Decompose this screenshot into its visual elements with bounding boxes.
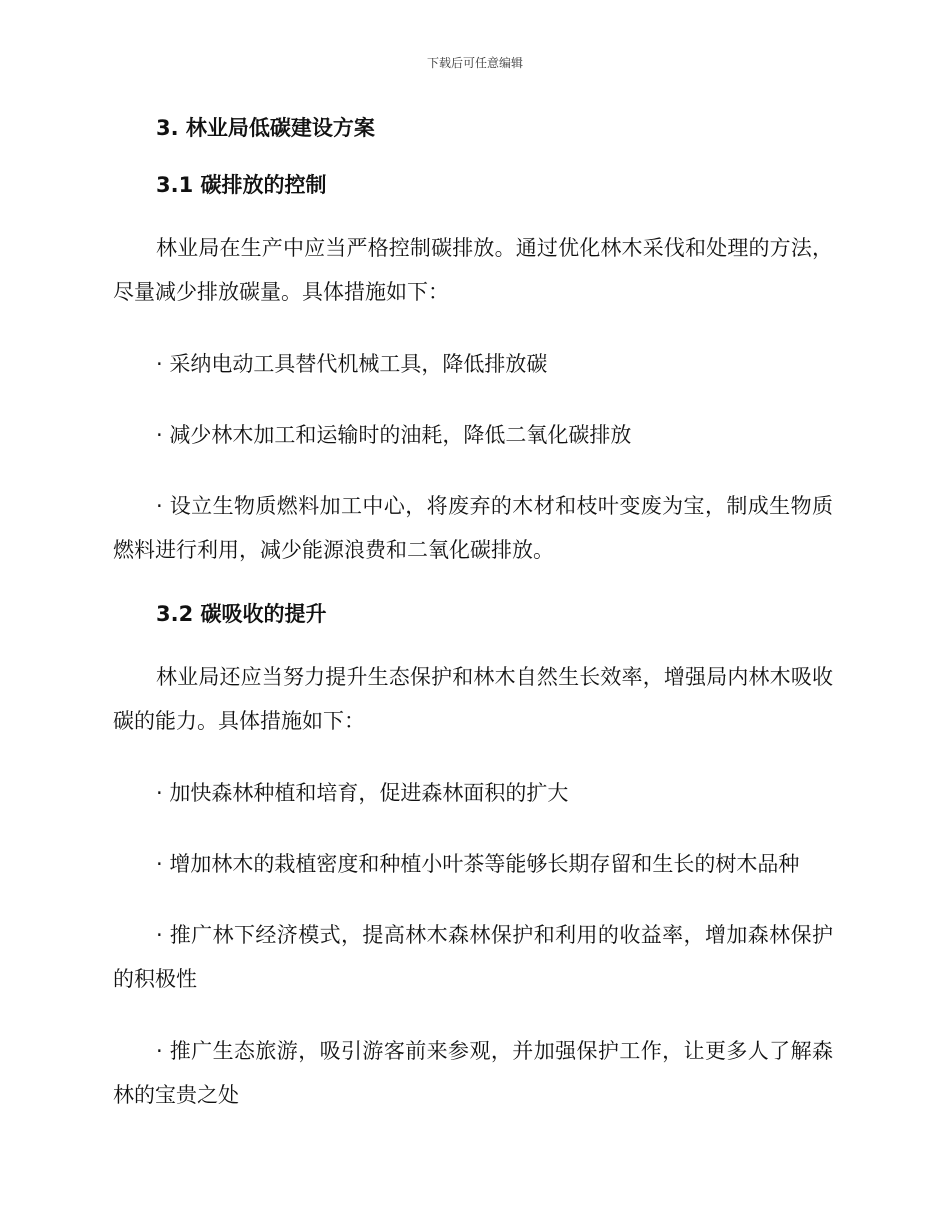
paragraph-emission-intro: 林业局在生产中应当严格控制碳排放。通过优化林木采伐和处理的方法，尽量减少排放碳量。具体措施如下： xyxy=(113,236,833,304)
list-item: · 减少林木加工和运输时的油耗，降低二氧化碳排放 xyxy=(156,423,632,447)
subsection-heading-carbon-emission: 3.1 碳排放的控制 xyxy=(156,173,327,197)
header-watermark: 下载后可任意编辑 xyxy=(426,56,523,70)
subsection-heading-carbon-absorption: 3.2 碳吸收的提升 xyxy=(156,602,327,626)
paragraph-absorption-intro: 林业局还应当努力提升生态保护和林木自然生长效率，增强局内林木吸收碳的能力。具体措施如下： xyxy=(113,665,833,733)
list-item: · 设立生物质燃料加工中心，将废弃的木材和枝叶变废为宝，制成生物质燃料进行利用，减少能源浪费和二氧化碳排放。 xyxy=(113,494,833,562)
section-heading: 3. 林业局低碳建设方案 xyxy=(156,116,375,140)
list-item: · 推广林下经济模式，提高林木森林保护和利用的收益率，增加森林保护的积极性 xyxy=(113,923,833,991)
list-item: · 增加林木的栽植密度和种植小叶茶等能够长期存留和生长的树木品种 xyxy=(156,852,800,876)
list-item: · 推广生态旅游，吸引游客前来参观，并加强保护工作，让更多人了解森林的宝贵之处 xyxy=(113,1039,833,1107)
list-item: · 采纳电动工具替代机械工具，降低排放碳 xyxy=(156,352,548,376)
document-body xyxy=(113,114,833,1145)
list-item: · 加快森林种植和培育，促进森林面积的扩大 xyxy=(156,781,569,805)
